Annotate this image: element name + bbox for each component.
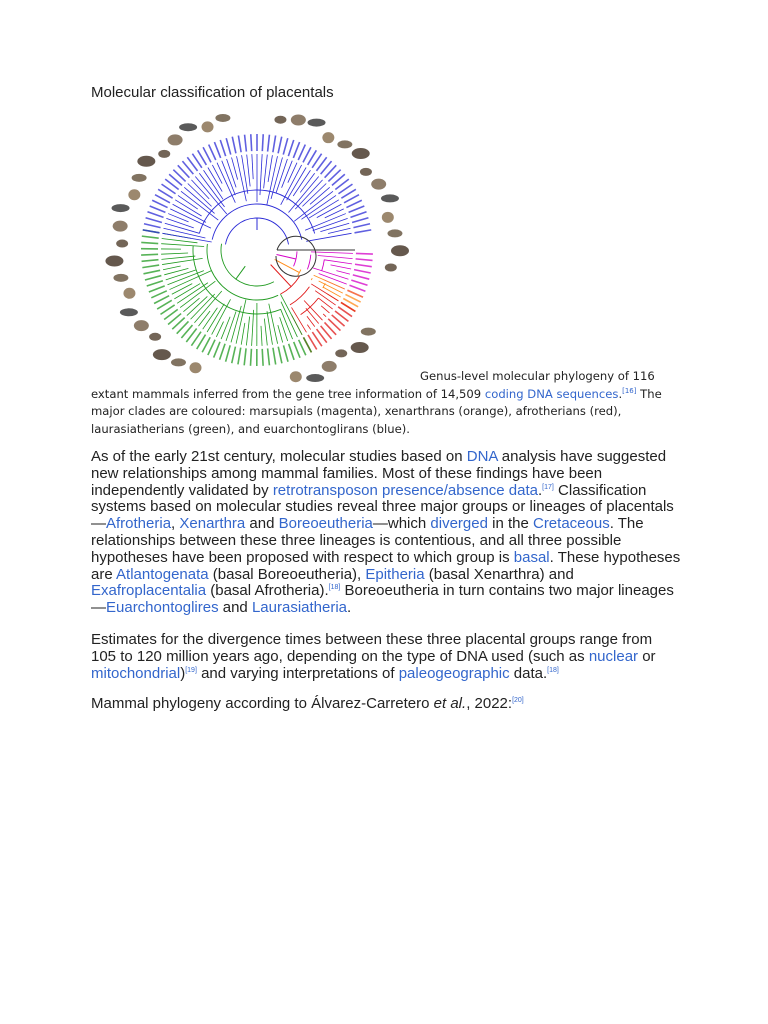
tip-label — [145, 276, 161, 280]
animal-icon — [391, 245, 409, 256]
tip-label — [283, 138, 288, 154]
tree-branch — [242, 155, 248, 193]
tip-label — [354, 270, 371, 273]
tree-branch — [278, 325, 283, 342]
tip-label — [356, 253, 373, 254]
caption-text: . — [618, 386, 623, 401]
animal-icon — [123, 288, 135, 299]
tip-label — [152, 200, 167, 207]
link-paleogeographic[interactable]: paleogeographic — [398, 664, 510, 682]
link-boreoeutheria[interactable]: Boreoeutheria — [278, 515, 373, 533]
citation-20[interactable]: [20] — [512, 697, 524, 704]
link-nuclear[interactable]: nuclear — [588, 647, 639, 665]
animal-icon — [179, 123, 197, 131]
animal-icon — [128, 189, 140, 200]
tip-label — [262, 349, 263, 366]
clade-arc — [322, 259, 325, 271]
paragraph-classification — [91, 449, 681, 617]
tree-branch — [204, 170, 223, 199]
tree-branch — [252, 310, 254, 346]
tree-branch — [212, 165, 222, 184]
tip-label — [298, 145, 305, 160]
tree-branch — [264, 155, 268, 189]
tree-branch — [311, 252, 353, 253]
tip-label — [289, 344, 294, 360]
tree-branch — [268, 155, 272, 182]
citation-18[interactable]: [18] — [328, 584, 341, 592]
tip-label — [351, 280, 367, 285]
tree-branch — [325, 209, 344, 218]
animal-icon — [274, 116, 286, 124]
animal-icon — [113, 274, 128, 282]
tree-branch — [237, 156, 247, 201]
tip-label — [268, 348, 270, 365]
tree-branch — [309, 200, 339, 218]
tree-branch — [319, 273, 347, 284]
clade-arc — [221, 244, 274, 286]
tip-label — [352, 218, 368, 223]
tip-label — [226, 345, 231, 361]
text: Classification systems based on molecular studies reveal three major groups or lineages of placentals— — [91, 481, 674, 533]
tip-label — [142, 265, 159, 268]
animal-icon — [202, 121, 214, 132]
tree-branch — [212, 299, 231, 334]
text: Boreoeutheria in turn contains two major lineages— — [91, 582, 674, 617]
animal-icon — [351, 342, 369, 353]
tree-branch — [188, 183, 212, 206]
tip-label — [147, 281, 163, 286]
tree-branch — [264, 319, 267, 346]
tree-branch — [198, 311, 210, 326]
tree-branch — [163, 266, 181, 270]
tip-label — [220, 140, 225, 156]
tip-label — [209, 145, 216, 160]
phylogeny-figure — [91, 108, 423, 386]
animal-icon — [112, 204, 130, 212]
tree-branch — [311, 284, 338, 301]
text: and — [245, 515, 279, 533]
tree-branch — [320, 223, 349, 231]
page-title: Molecular classification of placentals — [91, 84, 334, 101]
text: (basal Boreoeutheria), — [208, 565, 366, 583]
link-euarchontoglires[interactable]: Euarchontoglires — [106, 599, 219, 617]
text: (basal Afrotheria). — [206, 582, 329, 600]
clade-stem — [276, 254, 295, 258]
animal-icon — [132, 174, 147, 182]
clade-arc — [207, 244, 278, 300]
text: . The relationships between these three lineages is contentious, and all three possible hypotheses have been proposed with respect to which group is — [91, 515, 644, 566]
tree-branch — [181, 191, 218, 220]
animal-icon — [291, 114, 306, 125]
animal-icon — [361, 328, 376, 336]
tree-branch — [282, 161, 293, 188]
text: (basal Xenarthra) and — [424, 565, 574, 583]
text: in the — [487, 515, 533, 533]
link-xenarthra[interactable]: Xenarthra — [179, 515, 246, 533]
link-mitochondrial[interactable]: mitochondrial — [91, 664, 181, 682]
tree-branch — [227, 159, 237, 187]
paragraph-divergence — [91, 632, 681, 682]
animal-icon — [120, 308, 138, 316]
tree-branch — [321, 306, 329, 313]
tree-branch — [318, 255, 353, 258]
tip-label — [273, 136, 276, 153]
tree-branch — [306, 308, 319, 323]
tree-branch — [217, 163, 235, 203]
tip-label — [154, 296, 169, 304]
text: As of the early 21st century, molecular studies based on — [91, 448, 467, 465]
text: . — [347, 599, 352, 617]
tree-branch — [305, 214, 346, 231]
text: . These hypotheses are — [91, 548, 681, 583]
text: ) — [180, 664, 186, 682]
tip-label — [346, 200, 361, 207]
link-laurasiatheria[interactable]: Laurasiatheria — [251, 599, 348, 617]
tip-label — [283, 345, 288, 361]
animal-icon — [381, 194, 399, 202]
tree-branch — [269, 304, 278, 344]
tip-label — [278, 347, 282, 364]
animal-icon — [371, 179, 386, 190]
animal-icon — [387, 229, 402, 237]
clade-stem — [236, 266, 245, 279]
animal-icon — [134, 320, 149, 331]
tip-label — [244, 348, 246, 365]
link-coding-dna[interactable]: coding DNA sequences — [484, 386, 619, 401]
animal-icon — [337, 140, 352, 148]
animal-icon — [308, 119, 326, 127]
tip-label — [294, 342, 300, 358]
tip-label — [232, 137, 236, 154]
clade-arc — [307, 255, 310, 270]
tree-branch — [281, 302, 297, 337]
text: . — [538, 481, 543, 499]
tip-label — [142, 236, 159, 238]
tree-branch — [260, 154, 262, 195]
animal-icon — [168, 134, 183, 145]
text: —which — [372, 515, 431, 533]
animal-icon — [149, 333, 161, 341]
tree-branch — [162, 239, 198, 243]
tree-branch — [302, 183, 326, 206]
tree-branch — [331, 265, 352, 269]
link-cretaceous[interactable]: Cretaceous — [532, 515, 610, 533]
tree-branch — [170, 209, 211, 228]
tip-label — [142, 260, 159, 262]
tip-label — [143, 270, 160, 273]
tip-label — [146, 218, 162, 223]
tip-label — [293, 142, 299, 158]
animal-icon — [352, 148, 370, 159]
tip-label — [245, 135, 247, 152]
tree-branch — [183, 298, 199, 311]
tip-label — [355, 264, 372, 266]
tree-branch — [184, 187, 214, 213]
tip-label — [353, 275, 369, 279]
tree-branch — [226, 312, 236, 341]
tree-branch — [166, 218, 193, 228]
tip-label — [232, 347, 236, 364]
text: or — [638, 647, 656, 665]
animal-icon — [171, 358, 186, 366]
tip-label — [356, 259, 373, 261]
figure-caption — [91, 368, 671, 438]
tip-label — [226, 138, 231, 154]
animal-icon — [153, 349, 171, 360]
caption-text: Genus-level molecular phylogeny of 116 extant mammals inferred from the gene tree information of 14,509 — [91, 369, 655, 401]
tree-branch — [246, 317, 249, 346]
tree-branch — [170, 271, 212, 290]
caption-text: The major clades are coloured: marsupials (magenta), xenarthrans (orange), afrotherians (red), laurasiatherians (green), and euarchontoglirans (blue). — [91, 386, 662, 436]
animal-icon — [105, 255, 123, 266]
tree-branch — [247, 155, 250, 187]
tree-branch — [252, 154, 253, 179]
tree-branch — [295, 180, 322, 209]
citation-19[interactable]: [19] — [185, 666, 197, 674]
tree-branch — [161, 256, 195, 259]
animal-icon — [113, 221, 128, 232]
tip-label — [143, 230, 160, 233]
tree-branch — [323, 287, 340, 297]
citation-17[interactable]: [17] — [542, 483, 554, 491]
tree-branch — [306, 233, 351, 241]
tip-label — [214, 342, 220, 358]
tree-branch — [172, 284, 192, 295]
tip-label — [349, 206, 365, 212]
clade-arc — [290, 287, 309, 305]
tree-branch — [328, 228, 350, 233]
link-retrotransposon[interactable]: retrotransposon presence/absence data — [272, 481, 538, 499]
tree-branch — [336, 271, 350, 275]
animal-icon — [322, 132, 334, 143]
link-afrotheria[interactable]: Afrotheria — [106, 515, 172, 533]
tip-label — [220, 344, 225, 360]
animal-icon — [335, 349, 347, 357]
tree-branch — [261, 326, 262, 346]
phylogeny-tree — [161, 154, 355, 346]
text: , — [171, 515, 180, 533]
tip-label — [150, 206, 166, 212]
animal-icon — [360, 168, 372, 176]
animal-icon — [382, 212, 394, 223]
tree-branch — [191, 294, 215, 319]
animal-icon — [116, 240, 128, 248]
tip-label — [278, 137, 282, 154]
tree-branch — [221, 317, 230, 339]
tip-label — [262, 134, 263, 151]
tree-branch — [165, 223, 200, 233]
text: and — [218, 599, 252, 617]
link-atlantogenata[interactable]: Atlantogenata — [116, 565, 209, 583]
link-exafroplacentalia[interactable]: Exafroplacentalia — [91, 582, 207, 600]
tree-branch — [318, 298, 332, 309]
animal-icon — [158, 150, 170, 158]
tip-label — [141, 242, 158, 243]
tip-label — [350, 285, 366, 291]
tip-label — [151, 291, 166, 298]
animal-icon — [215, 114, 230, 122]
text-italic: et al. — [433, 695, 467, 712]
text: data. — [509, 664, 548, 682]
link-diverged[interactable]: diverged — [430, 515, 488, 533]
tip-label — [288, 140, 293, 156]
tip-label — [354, 230, 371, 233]
text: Mammal phylogeny according to Álvarez-Carretero — [91, 695, 434, 712]
tree-branch — [288, 163, 297, 183]
tip-label — [268, 135, 270, 152]
tree-branch — [241, 323, 245, 345]
text: Estimates for the divergence times between these three placental groups range from 105 to 120 million years ago, depending on the type of DNA used (such as — [91, 631, 653, 665]
tip-label — [299, 340, 306, 355]
text: analysis have suggested new relationships among mammal families. Most of these findings have been independently validated by — [91, 448, 667, 499]
link-dna[interactable]: DNA — [466, 448, 498, 465]
tip-label — [141, 254, 158, 255]
tree-branch — [166, 270, 196, 280]
tree-branch — [281, 165, 302, 205]
tree-branch — [307, 325, 310, 330]
caption-body — [91, 368, 671, 438]
tree-branch — [324, 260, 352, 264]
tip-label — [353, 224, 370, 228]
link-basal[interactable]: basal — [513, 548, 550, 566]
tree-branch — [161, 253, 188, 254]
tip-label — [149, 286, 165, 292]
clade-stem — [271, 265, 291, 287]
link-epitheria[interactable]: Epitheria — [365, 565, 425, 583]
tip-label — [208, 340, 215, 355]
animal-icon — [385, 263, 397, 271]
tip-label — [350, 212, 366, 218]
tip-label — [144, 224, 161, 228]
tip-label — [147, 212, 163, 218]
tree-branch — [168, 214, 188, 222]
tip-label — [238, 348, 241, 365]
tip-label — [251, 134, 252, 151]
paragraph-phylogeny-heading — [91, 696, 681, 713]
tip-label — [273, 348, 276, 365]
tree-branch — [323, 314, 326, 317]
citation-16[interactable]: [16] — [622, 386, 637, 395]
tree-branch — [194, 291, 221, 323]
tree-branch — [162, 258, 203, 264]
animal-icon — [137, 156, 155, 167]
tip-label — [214, 142, 220, 158]
clade-arc — [311, 278, 312, 280]
tip-label — [250, 349, 251, 366]
text: , 2022: — [466, 695, 513, 712]
tip-label — [238, 136, 241, 153]
tree-branch — [161, 244, 204, 247]
citation-18[interactable]: [18] — [547, 666, 559, 674]
text: and varying interpretations of — [196, 664, 399, 682]
